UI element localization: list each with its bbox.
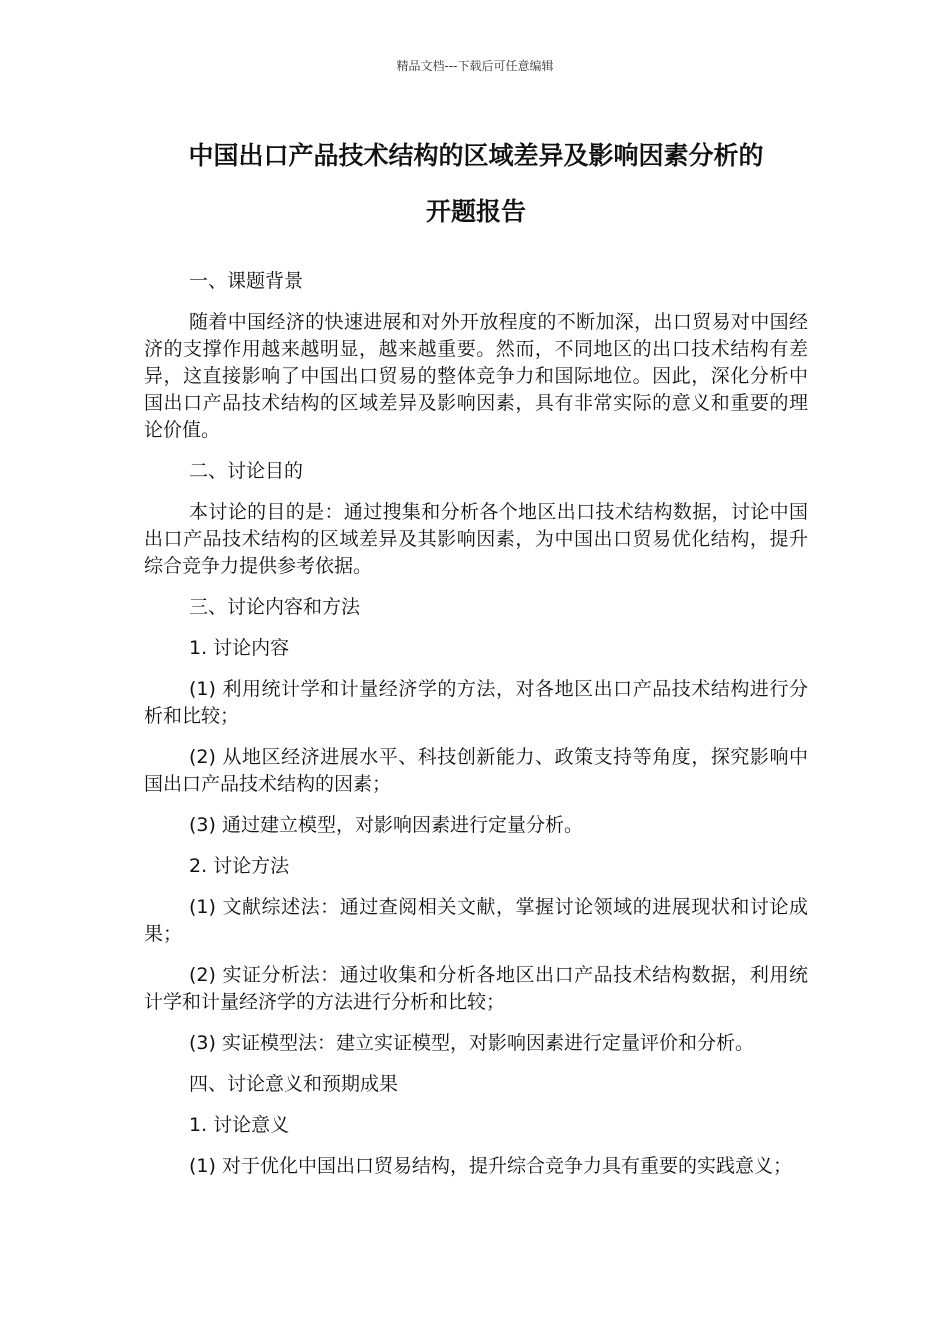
- paragraph-background: 随着中国经济的快速进展和对外开放程度的不断加深，出口贸易对中国经济的支撑作用越来越明显，越来越重要。然而，不同地区的出口技术结构有差异，这直接影响了中国出口贸易的整体竞争力和国际地位。因此，深化分析中国出口产品技术结构的区域差异及影响因素，具有非常实际的意义和重要的理论价值。: [144, 311, 808, 441]
- paragraph-purpose: 本讨论的目的是：通过搜集和分析各个地区出口技术结构数据，讨论中国出口产品技术结构的区域差异及其影响因素，为中国出口贸易优化结构，提升综合竞争力提供参考依据。: [144, 501, 808, 577]
- document-title: [140, 128, 812, 240]
- section-heading-content-methods: 三、讨论内容和方法: [189, 596, 361, 618]
- document-body: [144, 268, 808, 1194]
- subheading-significance: 1. 讨论意义: [189, 1114, 290, 1136]
- title-line-1: 中国出口产品技术结构的区域差异及影响因素分析的: [188, 141, 764, 170]
- list-item: (2) 实证分析法：通过收集和分析各地区出口产品技术结构数据，利用统计学和计量经济学的方法进行分析和比较；: [144, 964, 808, 1013]
- section-heading-significance: 四、讨论意义和预期成果: [189, 1073, 399, 1095]
- list-item: (3) 通过建立模型，对影响因素进行定量分析。: [189, 814, 583, 836]
- header-note: 精品文档---下载后可任意编辑: [396, 59, 554, 73]
- subheading-methods: 2. 讨论方法: [189, 855, 290, 877]
- section-heading-background: 一、课题背景: [189, 270, 304, 292]
- list-item: (1) 利用统计学和计量经济学的方法，对各地区出口产品技术结构进行分析和比较；: [144, 678, 808, 727]
- list-item: (1) 对于优化中国出口贸易结构，提升综合竞争力具有重要的实践意义；: [189, 1155, 792, 1177]
- list-item: (3) 实证模型法：建立实证模型，对影响因素进行定量评价和分析。: [189, 1032, 754, 1054]
- list-item: (2) 从地区经济进展水平、科技创新能力、政策支持等角度，探究影响中国出口产品技术结构的因素；: [144, 746, 808, 795]
- title-line-2: 开题报告: [425, 197, 526, 226]
- section-heading-purpose: 二、讨论目的: [189, 460, 304, 482]
- list-item: (1) 文献综述法：通过查阅相关文献，掌握讨论领域的进展现状和讨论成果；: [144, 896, 808, 945]
- subheading-content: 1. 讨论内容: [189, 637, 290, 659]
